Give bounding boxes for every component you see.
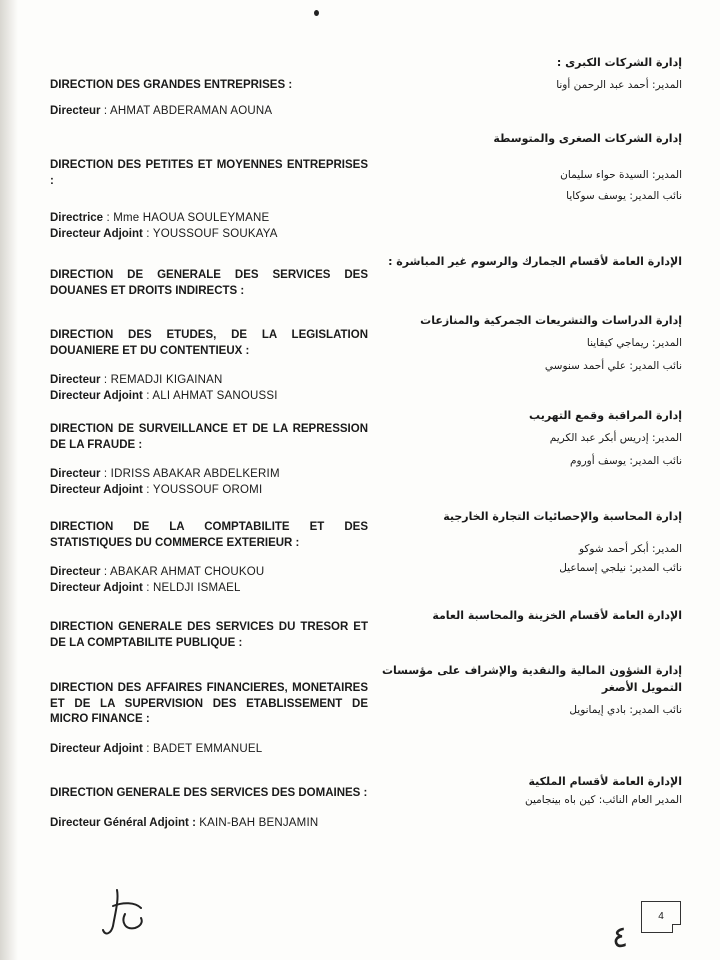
fr-block-affaires-financieres xyxy=(50,681,368,757)
fr-deputy-line: Directeur Adjoint : ALI AHMAT SANOUSSI xyxy=(50,389,278,402)
fr-deputy-line: Directeur Adjoint : NELDJI ISMAEL xyxy=(50,581,241,594)
fr-heading: DIRECTION DES AFFAIRES FINANCIERES, MONETAIRES ET DE LA SUPERVISION DES ETABLISSEMENT DE MICRO FINANCE : xyxy=(50,682,368,725)
ar-heading: إدارة الشركات الكبرى : xyxy=(556,56,682,69)
fr-block-douanes xyxy=(50,268,368,299)
ar-director-line: المدير العام النائب: كين باه بينجامين xyxy=(524,794,682,806)
fr-heading: DIRECTION DES GRANDES ENTREPRISES : xyxy=(50,79,293,91)
fr-director-line: Directeur : IDRISS ABAKAR ABDELKERIM xyxy=(50,468,280,480)
handwritten-signature xyxy=(95,884,155,940)
ar-director-line: المدير: ريماجي كيقاينا xyxy=(586,337,682,349)
ar-director-line: المدير: إدريس أبكر عبد الكريم xyxy=(549,432,682,444)
fr-heading: DIRECTION GENERALE DES SERVICES DES DOMAINES : xyxy=(50,787,368,799)
handwritten-mark xyxy=(590,918,650,958)
ar-heading: الإدارة العامة لأقسام الجمارك والرسوم غير المباشرة : xyxy=(388,255,682,268)
fr-director-line: Directeur : ABAKAR AHMAT CHOUKOU xyxy=(50,566,265,578)
ar-block-petites-moyennes xyxy=(382,130,682,205)
fr-director-line: Directeur Général Adjoint : KAIN-BAH BENJAMIN xyxy=(50,816,319,829)
ar-heading: إدارة المحاسبة والإحصائيات التجارة الخارجية xyxy=(443,510,682,523)
fr-heading: DIRECTION GENERALE DES SERVICES DU TRESOR ET DE LA COMPTABILITE PUBLIQUE : xyxy=(50,621,368,649)
fr-block-tresor xyxy=(50,620,368,651)
fr-deputy-line: Directeur Adjoint : YOUSSOUF OROMI xyxy=(50,483,263,496)
fr-heading: DIRECTION DE LA COMPTABILITE ET DES STATISTIQUES DU COMMERCE EXTERIEUR : xyxy=(50,521,368,549)
ar-heading: الإدارة العامة لأقسام الخزينة والمحاسبة العامة xyxy=(432,609,682,622)
ar-block-douanes xyxy=(382,253,682,270)
ar-deputy-line: نائب المدير: يوسف أوروم xyxy=(570,455,682,467)
ar-heading: إدارة الشؤون المالية والنقدية والإشراف على مؤسسات التمويل الأصغر xyxy=(382,664,682,694)
fr-deputy-line: Directeur Adjoint : BADET EMMANUEL xyxy=(50,742,263,755)
ar-director-line: المدير: أحمد عبد الرحمن أونا xyxy=(556,79,682,91)
fr-block-domaines xyxy=(50,786,368,831)
ar-deputy-line: نائب المدير: نيلجي إسماعيل xyxy=(559,562,682,574)
ar-director-line: المدير: أبكر أحمد شوكو xyxy=(578,543,682,555)
fr-deputy-line: Directeur Adjoint : YOUSSOUF SOUKAYA xyxy=(50,227,278,240)
ar-block-comptabilite xyxy=(382,508,682,577)
handwritten-mark-text: ٤ xyxy=(611,920,629,955)
scan-shadow xyxy=(0,0,18,960)
fr-heading: DIRECTION DE SURVEILLANCE ET DE LA REPRESSION DE LA FRAUDE : xyxy=(50,423,368,451)
fr-block-grandes-entreprises xyxy=(50,78,368,119)
fr-block-etudes xyxy=(50,328,368,404)
fr-heading: DIRECTION DE GENERALE DES SERVICES DES DOUANES ET DROITS INDIRECTS : xyxy=(50,269,368,297)
fr-heading: DIRECTION DES ETUDES, DE LA LEGISLATION DOUANIERE ET DU CONTENTIEUX : xyxy=(50,329,368,357)
ar-deputy-line: نائب المدير: بادي إيمانويل xyxy=(569,704,682,716)
ar-heading: إدارة المراقبة وقمع التهريب xyxy=(529,409,682,422)
page-number: 4 xyxy=(658,911,664,922)
fr-director-line: Directeur : REMADJI KIGAINAN xyxy=(50,374,223,386)
ar-heading: الإدارة العامة لأقسام الملكية xyxy=(528,775,682,788)
fr-block-petites-moyennes xyxy=(50,158,368,242)
ar-heading: إدارة الشركات الصغرى والمتوسطة xyxy=(493,132,682,145)
ar-block-etudes xyxy=(382,312,682,375)
fr-director-line: Directeur : AHMAT ABDERAMAN AOUNA xyxy=(50,104,273,117)
ar-block-domaines xyxy=(382,773,682,809)
ar-heading: إدارة الدراسات والتشريعات الجمركية والمنازعات xyxy=(420,314,682,327)
fr-heading: DIRECTION DES PETITES ET MOYENNES ENTREPRISES : xyxy=(50,159,368,187)
ar-block-affaires-financieres xyxy=(382,662,682,719)
ar-block-tresor xyxy=(382,607,682,624)
ar-block-surveillance xyxy=(382,407,682,470)
ar-deputy-line: نائب المدير: يوسف سوكايا xyxy=(566,190,682,202)
fr-block-surveillance xyxy=(50,422,368,498)
ar-deputy-line: نائب المدير: علي أحمد سنوسي xyxy=(544,360,682,372)
ink-dot xyxy=(314,10,319,16)
fr-director-line: Directrice : Mme HAOUA SOULEYMANE xyxy=(50,212,270,224)
fr-block-comptabilite xyxy=(50,520,368,596)
ar-director-line: المدير: السيدة حواء سليمان xyxy=(560,169,682,181)
ar-block-grandes-entreprises xyxy=(382,54,682,94)
